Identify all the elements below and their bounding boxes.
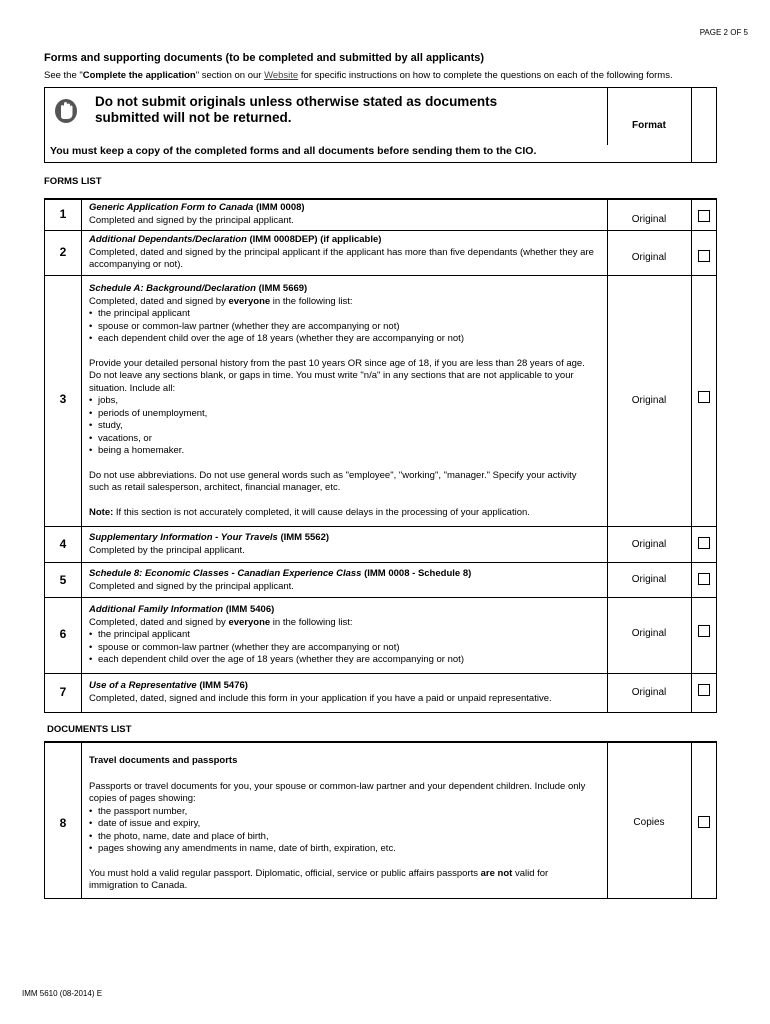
list-item: • the principal applicant [89,308,599,321]
history-list [89,395,599,458]
website-link[interactable]: Website [264,70,299,81]
format-header: Format [632,120,666,131]
format-value: Original [631,628,667,639]
form-5-checkbox[interactable] [698,573,710,585]
row-number: 2 [59,245,67,259]
form-description: Supplementary Information - Your Travels (IMM 5562) Completed by the principal applicant. [89,532,330,556]
list-item: • each dependent child over the age of 18 years (whether they are accompanying or not) [89,333,599,346]
list-item: • the photo, name, date and place of birth, [89,831,599,844]
form-code-footer: IMM 5610 (08-2014) E [22,989,103,998]
documents-list-label: DOCUMENTS LIST [47,724,132,735]
form-1-checkbox[interactable] [698,210,710,222]
form-2-checkbox[interactable] [698,250,710,262]
list-item: • study, [89,420,599,433]
document-title: Travel documents and passports [89,755,238,766]
form-4-checkbox[interactable] [698,537,710,549]
intro-text: See the "Complete the application" section on our Website for specific instructions on how to complete the questions on each of the following forms. [44,70,673,81]
list-item: • pages showing any amendments in name, date of birth, expiration, etc. [89,843,599,856]
list-item: • jobs, [89,395,599,408]
list-item: • being a homemaker. [89,445,599,458]
page-number: PAGE 2 OF 5 [699,28,748,37]
forms-list-label: FORMS LIST [44,176,102,187]
warning-hand-icon [54,96,78,124]
form-3-checkbox[interactable] [698,391,710,403]
form-row-5 [45,562,716,597]
list-item: • date of issue and expiry, [89,818,599,831]
list-item: • periods of unemployment, [89,408,599,421]
format-value: Original [631,687,667,698]
row-number: 3 [59,392,67,406]
list-item: • spouse or common-law partner (whether they are accompanying or not) [89,321,599,334]
notice-box [44,87,717,163]
form-7-checkbox[interactable] [698,684,710,696]
keep-copy-notice: You must keep a copy of the completed forms and all documents before sending them to the CIO. [50,145,537,157]
format-value: Original [631,574,667,585]
form-description: Use of a Representative (IMM 5476) Completed, dated, signed and include this form in your application if you have a paid or unpaid representative. [89,680,552,704]
page-heading: Forms and supporting documents (to be completed and submitted by all applicants) [44,52,485,64]
format-value: Original [631,395,667,406]
document-8-checkbox[interactable] [698,816,710,828]
row-number: 6 [59,627,67,641]
list-item: • each dependent child over the age of 18 years (whether they are accompanying or not) [89,654,599,667]
notice-title: Do not submit originals unless otherwise stated as documents submitted will not be returned. [95,94,498,125]
format-value: Original [631,214,667,225]
form-description: Additional Dependants/Declaration (IMM 0008DEP) (if applicable) Completed, dated and signed by the principal applicant if the applicant has more than five dependants (whether they are accompanying or not). [89,234,594,270]
form-description: Schedule 8: Economic Classes - Canadian Experience Class (IMM 0008 - Schedule 8) Completed and signed by the principal applicant. [89,568,472,592]
passport-pages-list [89,806,599,856]
row-number: 1 [59,207,67,221]
form-description: Generic Application Form to Canada (IMM 0008) Completed and signed by the principal applicant. [89,202,305,226]
passport-validity-note: You must hold a valid regular passport. Diplomatic, official, service or public affairs passports are not valid for immigration to Canada. [89,867,549,891]
format-value: Original [631,252,667,263]
document-description: Travel documents and passports Passports or travel documents for you, your spouse or common-law partner and your dependent children. Include only copies of pages showing: • the passport number, • date of issue and expiry, • the photo, name, date and place of birth, • pages showing any amendments in name, date of birth, expiration, etc. You must hold a valid regular passport. Diplomatic, official, service or public affairs passports are not valid for immigration to Canada. [89,755,599,893]
row-number: 8 [59,816,67,830]
list-item: • the passport number, [89,806,599,819]
row-number: 7 [59,685,67,699]
form-row-2 [45,230,716,275]
format-value: Original [631,539,667,550]
applicant-list [89,629,599,667]
form-description: Schedule A: Background/Declaration (IMM 5669) Completed, dated and signed by everyone in the following list: • the principal applicant • spouse or common-law partner (whether they are accompanying or not) • each dependent child over the age of 18 years (whether they are accompanying or not) Provide your detailed personal history from the past 10 years OR since age of 18, if you are less than 28 years of age. Do not leave any sections blank, or gaps in time. You must write "n/a" in any sections that are not applicable to your situation. Include all: • jobs, • periods of unemployment, • study, • vacations, or • being a homemaker. Do not use abbreviations. Do not use general words such as "employee", "working", "manager." Specify your activity such as retail salesperson, architect, financial manager, etc. Note: If this section is not accurately completed, it will cause delays in the processing of your application. [89,283,599,519]
documents-table [44,741,717,899]
form-row-4 [45,526,716,562]
document-row-8 [45,742,716,898]
form-row-6 [45,597,716,673]
form-row-3 [45,275,716,526]
list-item: • the principal applicant [89,629,599,642]
forms-table [44,198,717,713]
accuracy-note: Note: If this section is not accurately completed, it will cause delays in the processing of your application. [89,506,530,518]
form-row-7 [45,673,716,712]
format-value: Copies [633,817,665,828]
abbreviation-note: Do not use abbreviations. Do not use general words such as "employee", "working", "manager." Specify your activity such as retail salesperson, architect, financial manager, etc. [89,469,577,493]
list-item: • vacations, or [89,433,599,446]
row-number: 4 [59,537,67,551]
form-description: Additional Family Information (IMM 5406) Completed, dated and signed by everyone in the following list: • the principal applicant • spouse or common-law partner (whether they are accompanying or not) • each dependent child over the age of 18 years (whether they are accompanying or not) [89,604,599,667]
row-number: 5 [59,573,67,587]
list-item: • spouse or common-law partner (whether they are accompanying or not) [89,642,599,655]
form-6-checkbox[interactable] [698,625,710,637]
applicant-list [89,308,599,346]
form-row-1 [45,199,716,230]
history-instructions: Provide your detailed personal history from the past 10 years OR since age of 18, if you are less than 28 years of age. Do not leave any sections blank, or gaps in time. You must write "n/a" in any sections that are not applicable to your situation. Include all: [89,357,585,394]
